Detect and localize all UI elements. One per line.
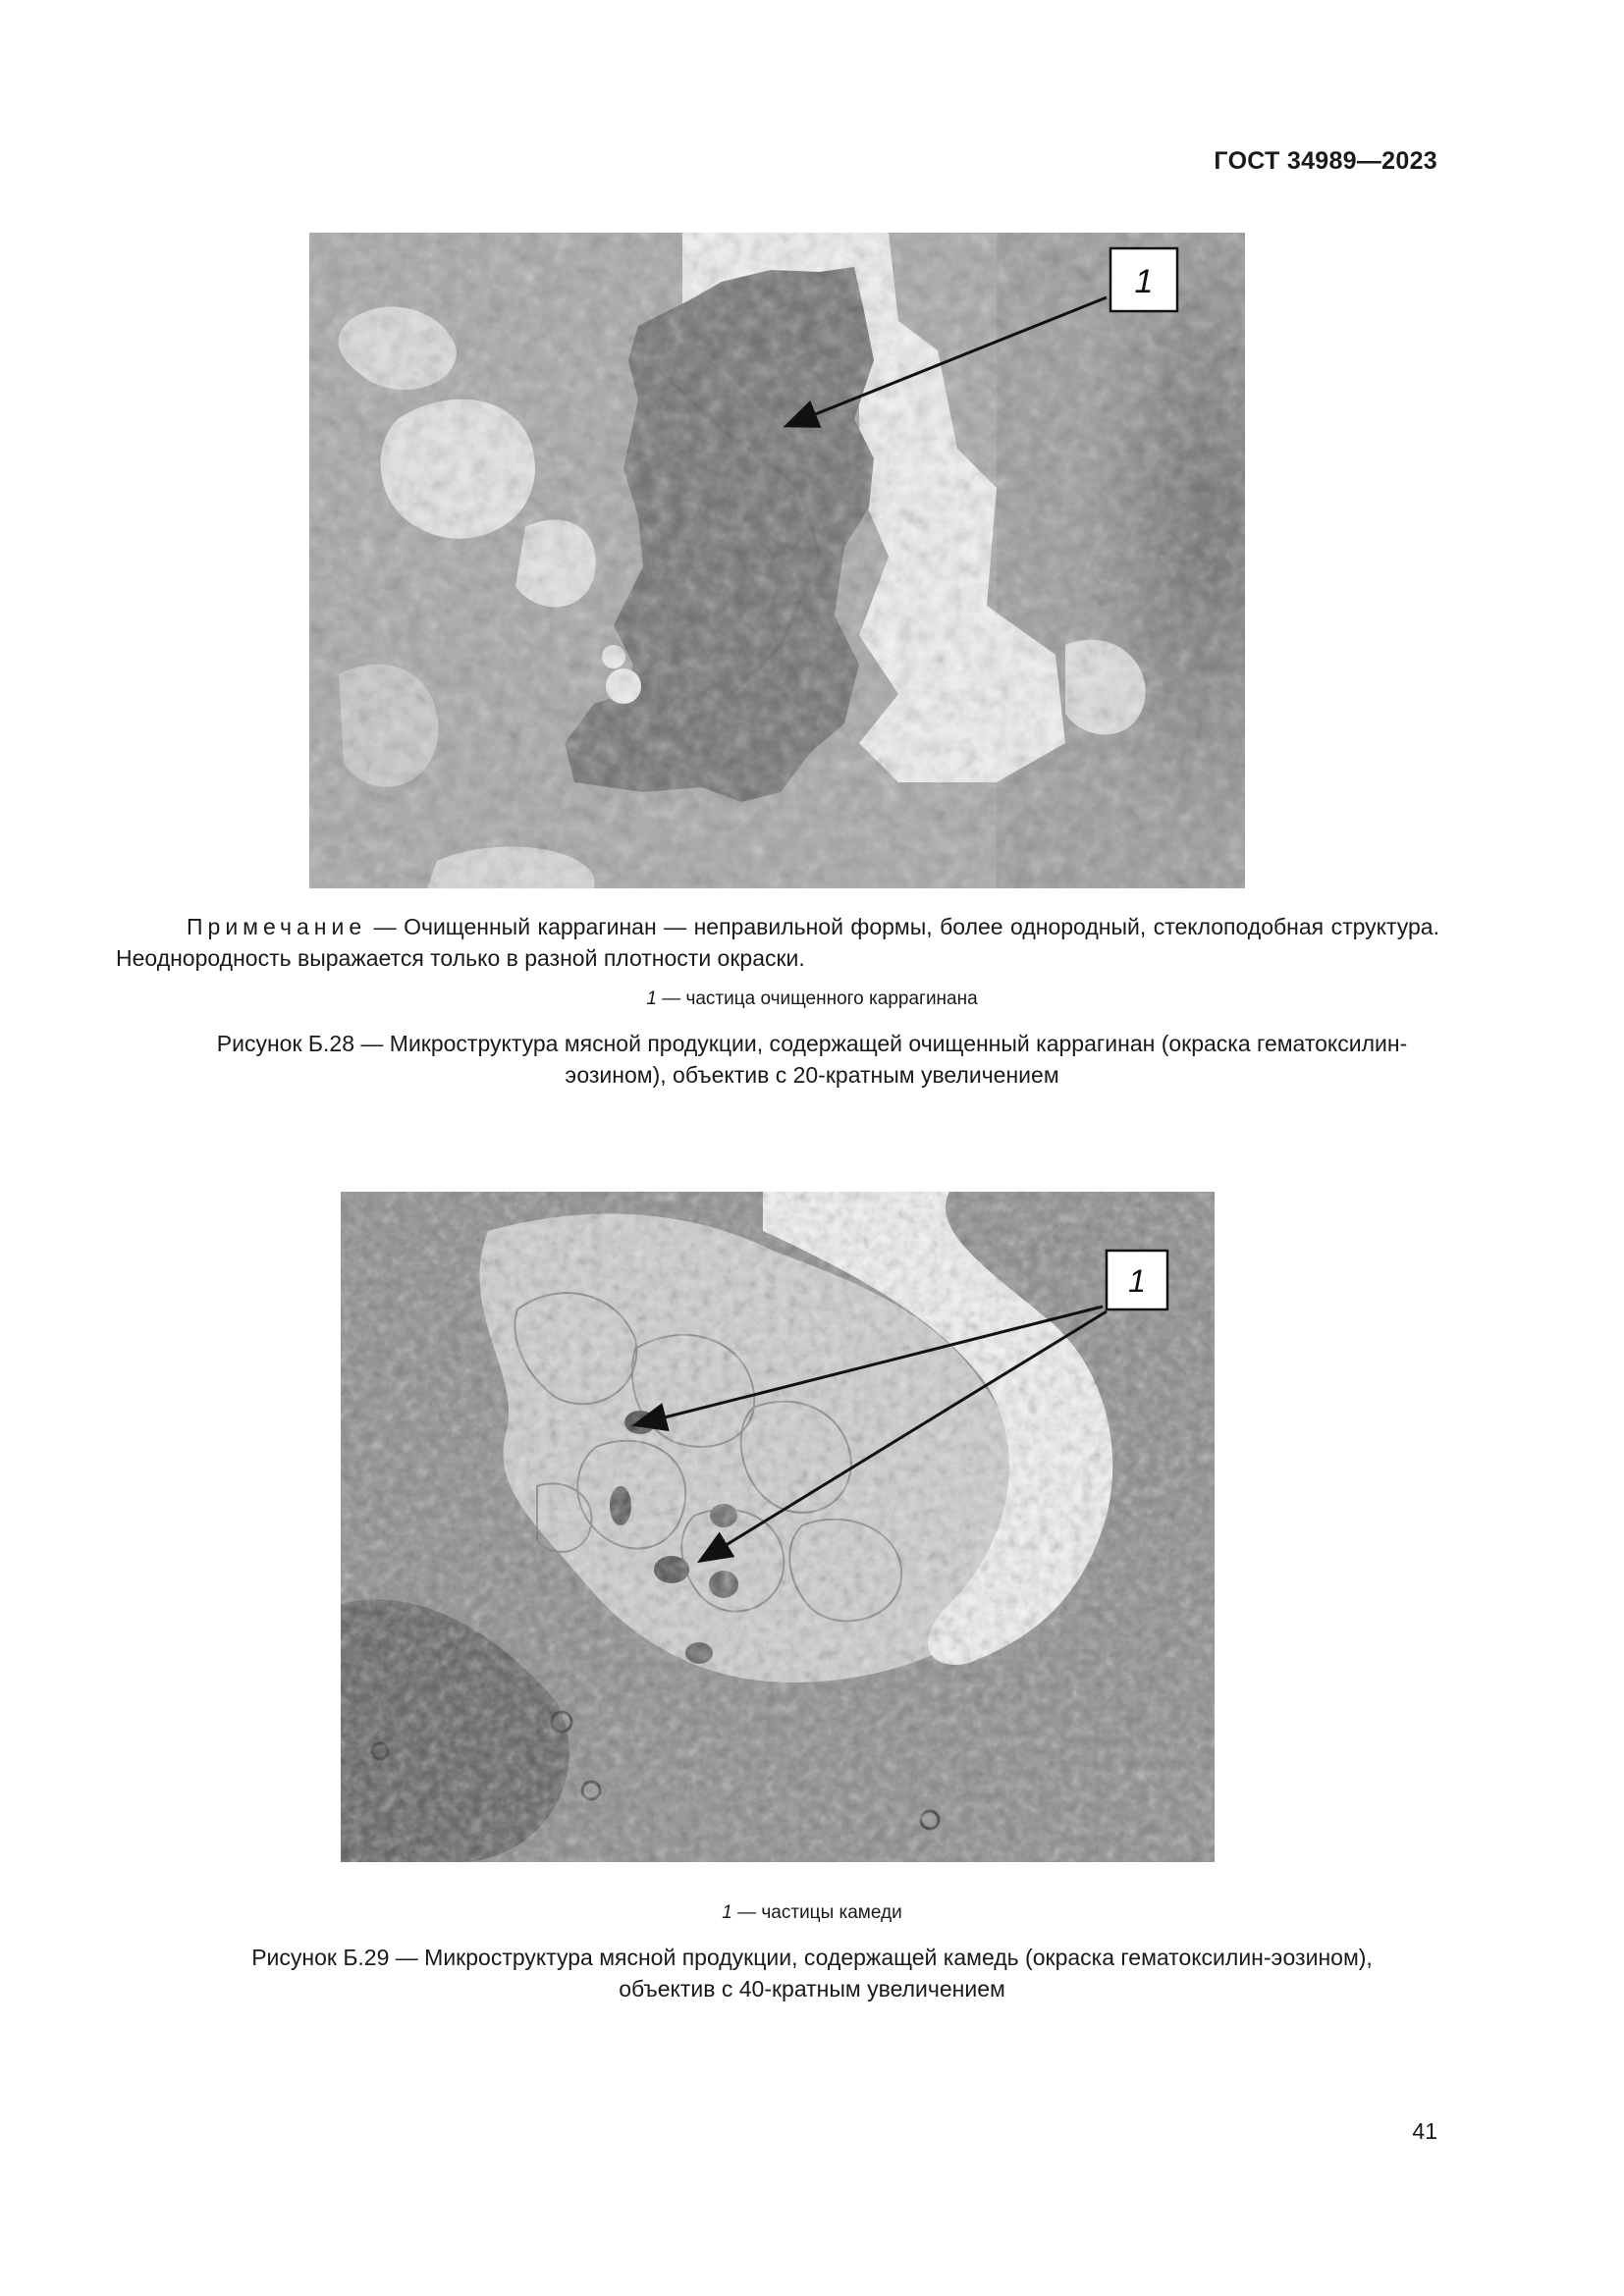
caption-line-1: Рисунок Б.29 — Микроструктура мясной продукции, содержащей камедь (окраска гематоксилин-эозином), (251, 1945, 1373, 1970)
figure-b29-legend (0, 1902, 1624, 1924)
standard-code: ГОСТ 34989—2023 (1214, 147, 1437, 175)
figure-b28-micrograph (309, 233, 1245, 888)
note-label: Примечание (187, 914, 367, 939)
caption-line-2: объектив с 40-кратным увеличением (619, 1976, 1005, 2002)
figure-b29-micrograph (341, 1192, 1215, 1862)
legend-number: 1 (646, 988, 657, 1009)
legend-text: — частица очищенного каррагинана (656, 988, 978, 1009)
legend-number: 1 (722, 1902, 732, 1923)
callout-label: 1 (1134, 263, 1154, 300)
figure-b28-legend (0, 988, 1624, 1010)
page-number: 41 (1412, 2118, 1437, 2144)
caption-line-2: эозином), объектив с 20-кратным увеличением (565, 1062, 1059, 1088)
figure-b28-note (116, 911, 1439, 974)
figure-b28-caption (108, 1028, 1516, 1091)
caption-line-1: Рисунок Б.28 — Микроструктура мясной продукции, содержащей очищенный каррагинан (окраска гематоксилин- (216, 1031, 1408, 1056)
figure-b29-caption (108, 1942, 1516, 2004)
callout-label: 1 (1128, 1263, 1146, 1299)
legend-text: — частицы камеди (731, 1902, 902, 1923)
note-text: — Очищенный каррагинан — неправильной формы, более однородный, стеклоподобная структура. Неоднородность выражается только в разной плотности окраски. (116, 914, 1439, 971)
